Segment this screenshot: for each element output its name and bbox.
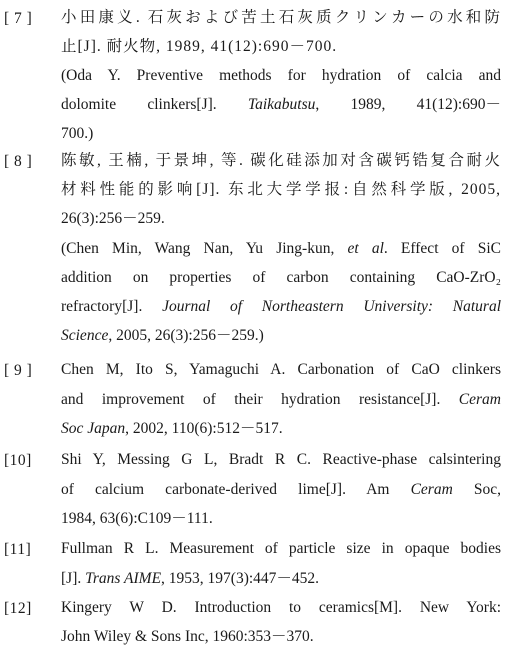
reference-line: of calcium carbonate-derived lime[J]. Am Ceram Soc, [61, 481, 501, 498]
reference-line: refractory[J]. Journal of Northeastern University: Natural [61, 298, 502, 315]
reference-line: Chen M, Ito S, Yamaguchi A. Carbonation of CaO clinkers [61, 361, 501, 378]
reference-line: 陈敏, 王楠, 于景坤, 等. 碳化硅添加对含碳钙锆复合耐火 [61, 152, 501, 169]
reference-line: (Chen Min, Wang Nan, Yu Jing-kun, et al. Effect of SiC [61, 240, 501, 257]
reference-line: and improvement of their hydration resistance[J]. Ceram [61, 391, 501, 408]
reference-line: 26(3):256－259. [61, 210, 165, 227]
reference-line: Fullman R L. Measurement of particle size in opaque bodies [61, 540, 501, 557]
reference-number: [ 7 ] [4, 10, 33, 27]
reference-line: addition on properties of carbon containing CaO-ZrO₂ [61, 269, 501, 286]
reference-number: [ 9 ] [4, 362, 33, 379]
reference-line: 止[J]. 耐火物, 1989, 41(12):690－700. [61, 38, 338, 55]
reference-line: Science, 2005, 26(3):256－259.) [61, 327, 264, 344]
reference-line: John Wiley & Sons Inc, 1960:353－370. [61, 628, 314, 645]
reference-line: Kingery W D. Introduction to ceramics[M]. New York: [61, 599, 501, 616]
reference-line: Shi Y, Messing G L, Bradt R C. Reactive-phase calsintering [61, 451, 501, 468]
reference-number: [10] [4, 452, 32, 469]
reference-number: [11] [4, 541, 32, 558]
reference-line: [J]. Trans AIME, 1953, 197(3):447－452. [61, 570, 320, 587]
reference-line: 小田康义. 石灰および苦土石灰质クリンカーの水和防 [61, 9, 501, 26]
reference-number: [ 8 ] [4, 153, 33, 170]
reference-line: Soc Japan, 2002, 110(6):512－517. [61, 420, 283, 437]
reference-line: 700.) [61, 125, 94, 142]
reference-line: 1984, 63(6):C109－111. [61, 510, 213, 527]
reference-line: (Oda Y. Preventive methods for hydration of calcia and [61, 67, 501, 84]
reference-number: [12] [4, 600, 32, 617]
reference-line: 材料性能的影响[J]. 东北大学学报:自然科学版, 2005, [61, 181, 501, 198]
reference-line: dolomite clinkers[J]. Taikabutsu, 1989, 41(12):690－ [61, 96, 501, 113]
